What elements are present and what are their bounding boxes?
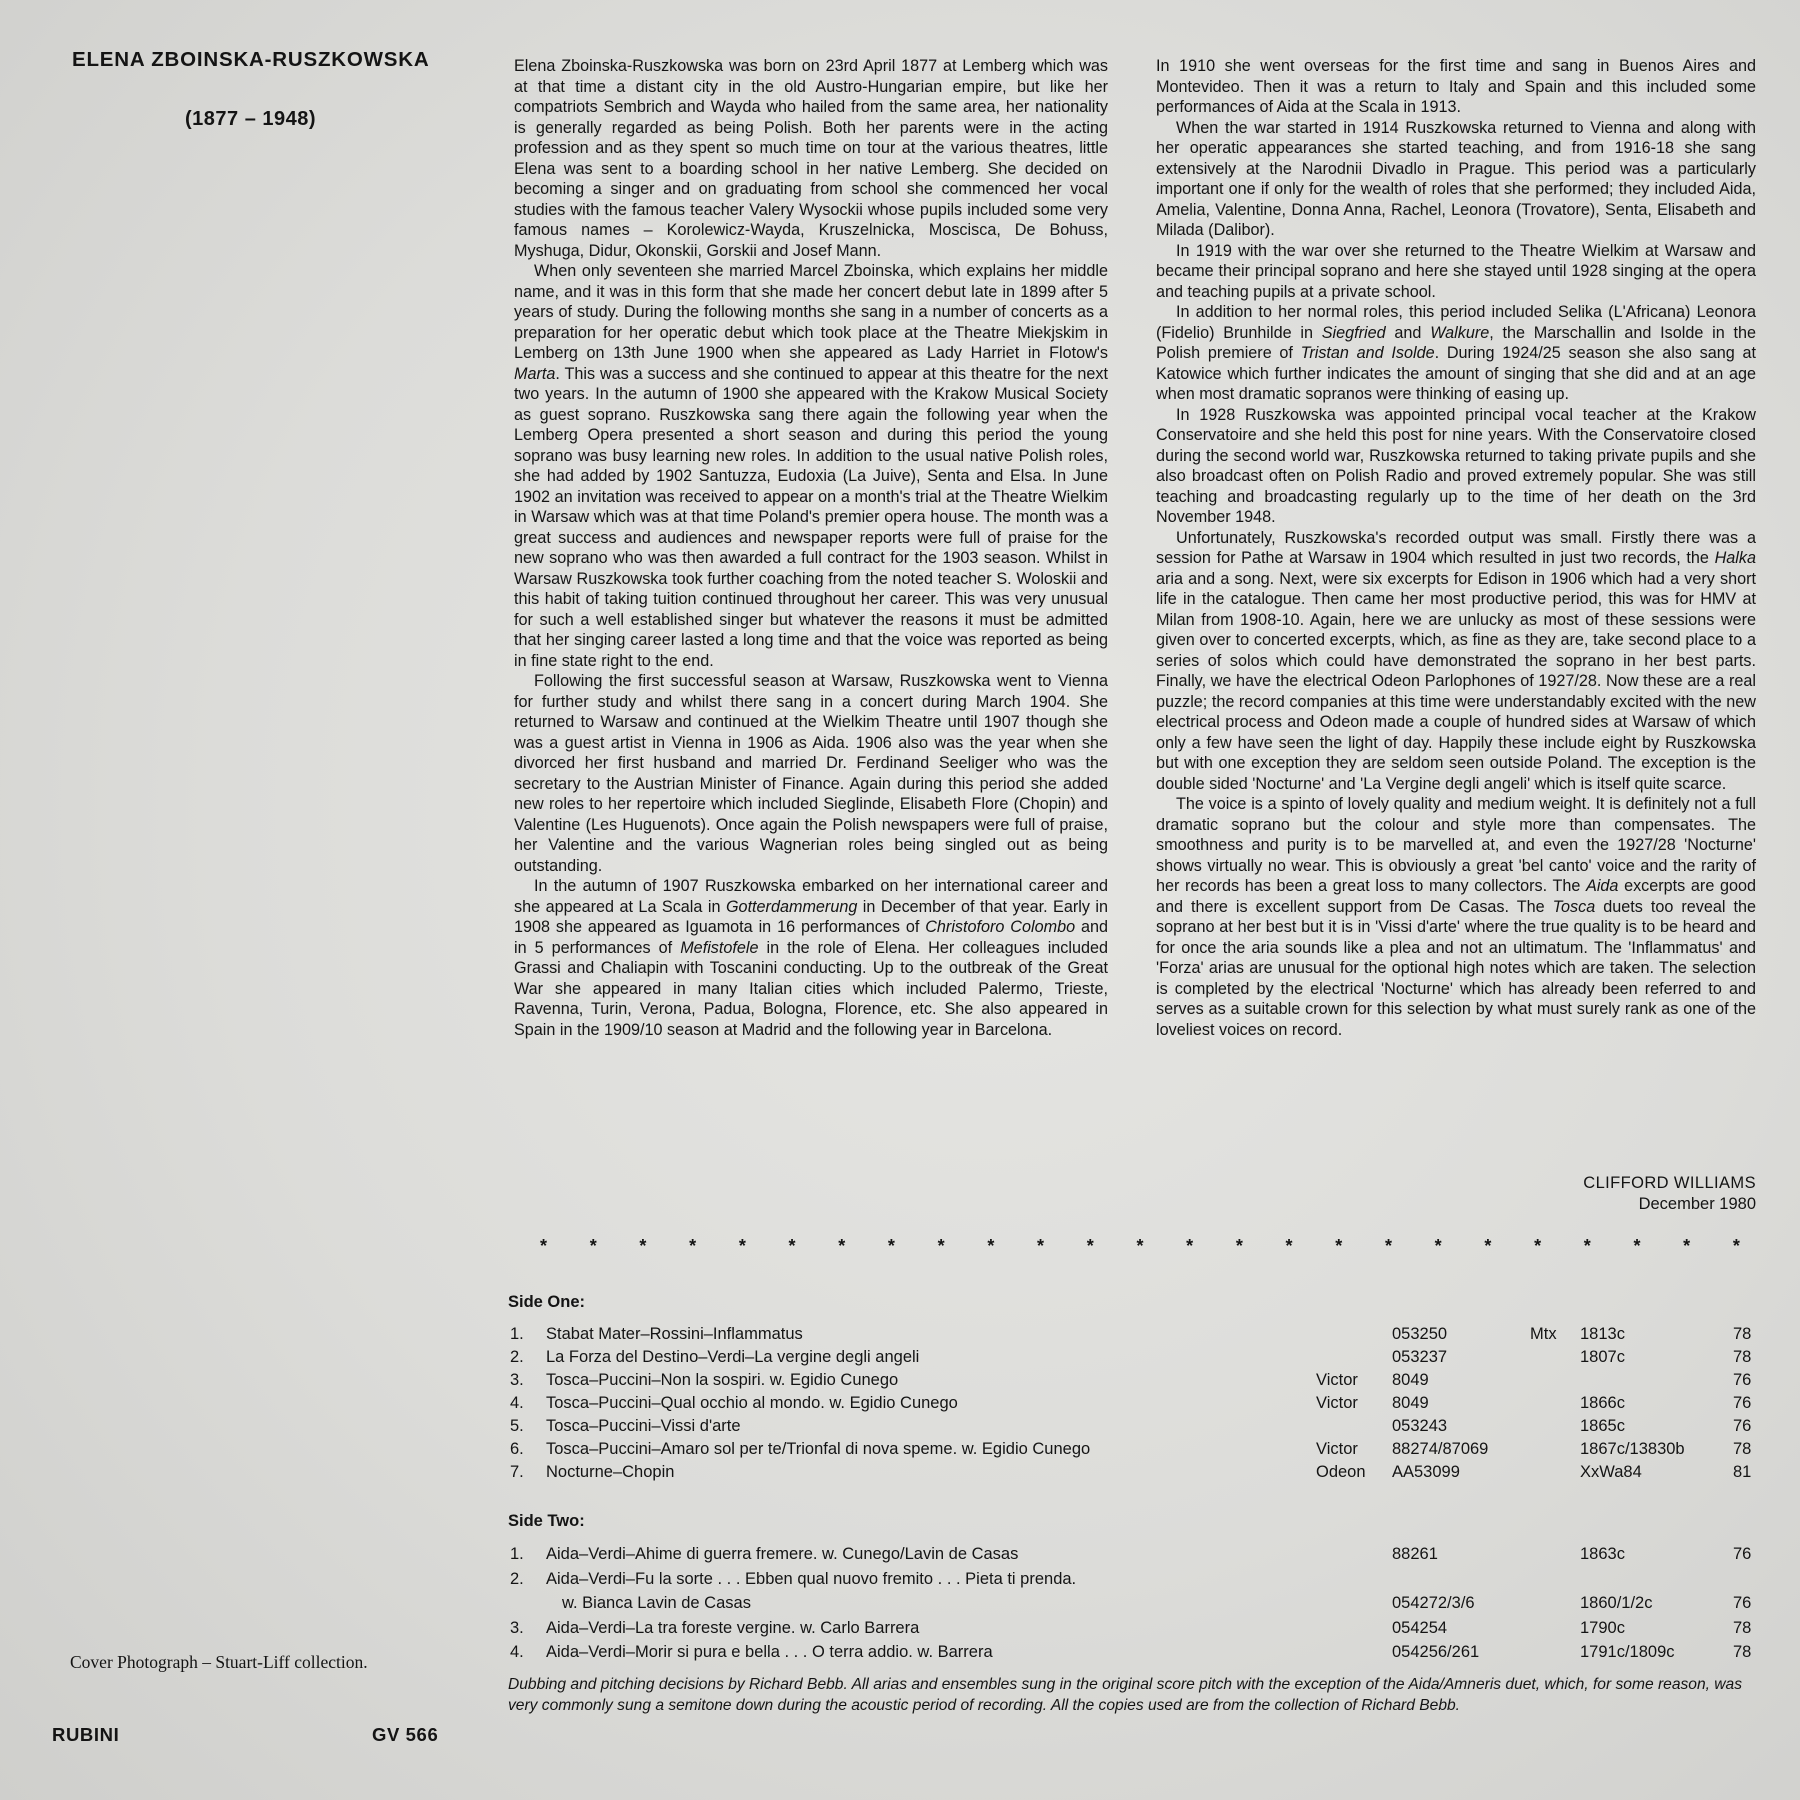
work-title: Tosca: [1552, 897, 1596, 916]
star-glyph: *: [1683, 1236, 1691, 1256]
track-row: [0, 1346, 1800, 1369]
track-row: [0, 1543, 1800, 1566]
matrix-prefix: Mtx: [1530, 1325, 1557, 1343]
star-glyph: *: [1086, 1236, 1094, 1256]
track-title: Nocturne–Chopin: [546, 1463, 675, 1481]
track-row: [0, 1461, 1800, 1484]
track-row: [0, 1369, 1800, 1392]
side-two-heading: Side Two:: [508, 1512, 585, 1530]
matrix-no: 1863c: [1580, 1545, 1625, 1563]
track-title: Aida–Verdi–Fu la sorte . . . Ebben qual nuovo fremito . . . Pieta ti prenda.: [546, 1569, 1077, 1588]
star-glyph: *: [1732, 1236, 1740, 1256]
track-number: 2.: [510, 1348, 524, 1366]
text-run: and in 5 performances of: [514, 918, 1108, 957]
track-title: Stabat Mater–Rossini–Inflammatus: [546, 1325, 803, 1343]
text-run: aria and a song. Next, were six excerpts for Edison in 1906 which had a very short life in the catalogue. Then came her most productive period, this was for HMV at Milan from 1908-10. Again, here we are unlucky as most of these sessions were given over to concerted excerpts, which, as fine as they are, take second place to a series of solos which could have demonstrated the soprano in her best parts. Finally, we have the electrical Odeon Parlophones of 1927/28. Now these are a real puzzle; the record companies at this time were understandably excited with the new electrical process and Odeon made a couple of hundred sides at Warsaw of which only a few have seen the light of day. Happily these include eight by Ruszkowska but with one exception they are seldom seen outside Poland. The exception is the double sided 'Nocturne' and 'La Vergine degli angeli' which is itself quite scarce.: [1156, 569, 1756, 793]
track-number: 4.: [510, 1394, 524, 1412]
track-title: Tosca–Puccini–Non la sospiri. w. Egidio Cunego: [546, 1371, 899, 1389]
matrix-no: 1866c: [1580, 1394, 1625, 1412]
paragraph: [514, 56, 1108, 261]
track-title: Tosca–Puccini–Amaro sol per te/Trionfal di nova speme. w. Egidio Cunego: [546, 1440, 1091, 1458]
record-label: RUBINI: [52, 1724, 120, 1745]
catalogue-no: 053237: [1392, 1348, 1448, 1366]
author-name: CLIFFORD WILLIAMS: [1583, 1174, 1756, 1192]
matrix-no: 1860/1/2c: [1580, 1593, 1653, 1612]
paragraph: [1156, 794, 1756, 1040]
star-glyph: *: [1434, 1236, 1442, 1256]
paragraph: [514, 876, 1108, 1040]
star-glyph: *: [1186, 1236, 1194, 1256]
catalogue-no: 88274/87069: [1392, 1440, 1489, 1458]
work-title: Walkure: [1430, 323, 1490, 342]
work-title: Siegfried: [1321, 323, 1386, 342]
biography-column-1: [514, 56, 1108, 1040]
star-glyph: *: [1583, 1236, 1591, 1256]
star-glyph: *: [1285, 1236, 1293, 1256]
star-glyph: *: [788, 1236, 796, 1256]
track-number: 6.: [510, 1440, 524, 1458]
record-company: Victor: [1316, 1394, 1358, 1412]
artist-name: ELENA ZBOINSKA-RUSZKOWSKA: [72, 48, 430, 71]
work-title: Halka: [1714, 549, 1756, 567]
text-run: In the autumn of 1907 Ruszkowska embarked on her international career and she appeared at La Scala in: [514, 877, 1108, 916]
paragraph: [1156, 56, 1756, 118]
track-number: 7.: [510, 1463, 524, 1481]
track-number: 3.: [510, 1618, 524, 1637]
work-title: Mefistofele: [680, 938, 759, 957]
paragraph: [514, 671, 1108, 876]
track-title: Aida–Verdi–Ahime di guerra fremere. w. Cunego/Lavin de Casas: [546, 1545, 1019, 1563]
track-title: Aida–Verdi–Morir si pura e bella . . . O terra addio. w. Barrera: [546, 1643, 993, 1661]
star-glyph: *: [1335, 1236, 1343, 1256]
star-glyph: *: [887, 1236, 895, 1256]
star-glyph: *: [1633, 1236, 1641, 1256]
catalogue-no: 054254: [1392, 1618, 1448, 1637]
text-run: , the Marschallin and Isolde in the Polish premiere of: [1156, 323, 1757, 362]
catalogue-no: 053250: [1392, 1325, 1448, 1343]
text-run: . This was a success and she continued to appear at this theatre for the next two years. In the autumn of 1900 she appeared with the Krakow Musical Society as guest soprano. Ruszkowska sang there again the following year when the Lemberg Opera presented a short season and during this period the young soprano was busy learning new roles. In addition to the usual native Polish roles, she had added by 1902 Santuzza, Eudoxia (La Juive), Senta and Elsa. In June 1902 an invitation was received to appear on a month's trial at the Theatre Wielkim in Warsaw which was at that time Poland's premier opera house. The month was a great success and audiences and newspaper reports were full of praise for the new soprano who was then awarded a full contract for the 1903 season. Whilst in Warsaw Ruszkowska took further coaching from the noted teacher S. Woloskii and this habit of taking tuition continued throughout her career. This was very unusual for such a well established singer but whatever the reasons it must be admitted that her singing career lasted a long time and that the voice was reported as being in fine state right to the end.: [514, 364, 1108, 670]
matrix-no: 1865c: [1580, 1417, 1625, 1435]
star-glyph: *: [540, 1236, 548, 1256]
speed: 78: [1733, 1618, 1752, 1637]
star-glyph: *: [838, 1236, 846, 1256]
text-run: Unfortunately, Ruszkowska's recorded output was small. Firstly there was a session for Pathe at Warsaw in 1904 which resulted in just two records, the: [1156, 528, 1756, 567]
signature-block: [1400, 1173, 1756, 1214]
text-run: When only seventeen she married Marcel Zboinska, which explains her middle name, and it was in this form that she made her concert debut late in 1899 after 5 years of study. During the following months she sang in a number of concerts as a preparation for her operatic debut which took place at the Theatre Miekjskim in Lemberg on 13th June 1900 when she appeared as Lady Harriet in Flotow's: [514, 262, 1108, 362]
speed: 78: [1733, 1348, 1752, 1366]
text-run: in the role of Elena. Her colleagues included Grassi and Chaliapin with Toscanini conducting. Up to the outbreak of the Great War she appeared in many Italian cities which included Palermo, Trieste, Ravenna, Turin, Verona, Padua, Bologna, Florence, etc. She also appeared in Spain in the 1909/10 season at Madrid and the following year in Barcelona.: [514, 938, 1108, 1039]
work-title: Christoforo Colombo: [925, 918, 1076, 936]
star-glyph: *: [1484, 1236, 1492, 1256]
catalogue-number: GV 566: [372, 1724, 439, 1745]
track-number: 4.: [510, 1643, 524, 1661]
matrix-no: 1791c/1809c: [1580, 1643, 1675, 1661]
track-number: 1.: [510, 1545, 524, 1563]
track-title: La Forza del Destino–Verdi–La vergine degli angeli: [546, 1348, 920, 1366]
catalogue-no: 054256/261: [1392, 1643, 1480, 1661]
work-title: Aida: [1586, 877, 1619, 895]
speed: 81: [1733, 1463, 1752, 1481]
matrix-no: XxWa84: [1580, 1463, 1642, 1481]
star-glyph: *: [639, 1236, 647, 1256]
track-row: [0, 1438, 1800, 1461]
text-run: In addition to her normal roles, this period included Selika (L'Africana) Leonora (Fidelio) Brunhilde in: [1156, 303, 1756, 342]
speed: 78: [1733, 1325, 1752, 1343]
speed: 78: [1733, 1643, 1752, 1661]
track-number: 2.: [510, 1569, 524, 1588]
speed: 76: [1733, 1394, 1752, 1412]
speed: 78: [1733, 1440, 1752, 1458]
artist-dates: (1877 – 1948): [185, 108, 317, 130]
catalogue-no: 8049: [1392, 1371, 1429, 1389]
star-glyph: *: [987, 1236, 995, 1256]
text-run: and: [1385, 323, 1431, 342]
catalogue-no: 054272/3/6: [1392, 1593, 1475, 1612]
speed: 76: [1733, 1593, 1752, 1612]
text-run: The voice is a spinto of lovely quality and medium weight. It is definitely not a full dramatic soprano but the colour and style more than compensates. The smoothness and purity is to be marvelled at, and even the 1927/28 'Nocturne' shows virtually no wear. This is obviously a great 'bel canto' voice and the rarity of her records has been a great loss to many collectors. The: [1156, 795, 1756, 895]
speed: 76: [1733, 1545, 1752, 1563]
cover-photo-credit: Cover Photograph – Stuart-Liff collection.: [70, 1652, 368, 1672]
catalogue-no: 053243: [1392, 1417, 1448, 1435]
record-company: Victor: [1316, 1440, 1358, 1458]
track-row: [0, 1392, 1800, 1415]
catalogue-no: 88261: [1392, 1545, 1438, 1563]
text-run: In 1910 she went overseas for the first time and sang in Buenos Aires and Montevideo. Then it was a return to Italy and Spain and this included some performances of Aida at the Scala in 1913.: [1156, 57, 1756, 116]
text-run: In 1928 Ruszkowska was appointed principal vocal teacher at the Krakow Conservatoire and she held this post for nine years. With the Conservatoire closed during the second world war, Ruszkowska returned to taking private pupils and she also broadcast often on Polish Radio and proved extremely popular. She was still teaching and broadcasting regularly up to the time of her death on the 3rd November 1948.: [1156, 405, 1756, 526]
paragraph: [1156, 302, 1756, 405]
speed: 76: [1733, 1371, 1752, 1389]
paragraph: [1156, 528, 1756, 795]
paragraph: [1156, 241, 1756, 303]
star-glyph: *: [1235, 1236, 1243, 1256]
paragraph: [1156, 118, 1756, 241]
track-row-continued: [0, 1592, 1800, 1615]
track-number: 1.: [510, 1325, 524, 1343]
text-run: Elena Zboinska-Ruszkowska was born on 23rd April 1877 at Lemberg which was at that time a distant city in the old Austro-Hungarian empire, but like her compatriots Sembrich and Wayda who hailed from the same area, her nationality is generally regarded as being Polish. Both her parents were in the acting profession and as they spent so much time on tour at the various theatres, little Elena was sent to a boarding school in her native Lemberg. She decided on becoming a singer and on graduating from school she commenced her vocal studies with the famous teacher Valery Wysockii whose pupils included some very famous names – Korolewicz-Wayda, Kruszelnicka, Moscisca, De Bohuss, Myshuga, Didur, Okonskii, Gorskii and Josef Mann.: [514, 57, 1108, 260]
matrix-no: 1813c: [1580, 1325, 1625, 1343]
track-row: [0, 1415, 1800, 1438]
paragraph: [1156, 405, 1756, 528]
star-glyph: *: [1384, 1236, 1392, 1256]
track-title: Aida–Verdi–La tra foreste vergine. w. Carlo Barrera: [546, 1618, 920, 1637]
record-company: Odeon: [1316, 1463, 1366, 1481]
recording-notes: Dubbing and pitching decisions by Richard Bebb. All arias and ensembles sung in the original score pitch with the exception of the Aida/Amneris duet, which, for some reason, was very commonly sung a semitone down during the acoustic period of recording. All the copies used are from the collection of Richard Bebb.: [508, 1676, 1743, 1714]
biography-column-2: [1156, 56, 1756, 1040]
work-title: Marta: [514, 364, 556, 383]
matrix-no: 1807c: [1580, 1348, 1625, 1366]
track-row: [0, 1323, 1800, 1346]
text-run: . During 1924/25 season she also sang at Katowice which further indicates the amount of singing that she did and at an age when most dramatic sopranos were thinking of easing up.: [1156, 344, 1756, 403]
text-run: Following the first successful season at Warsaw, Ruszkowska went to Vienna for further study and whilst there sang in a concert during March 1904. She returned to Warsaw and continued at the Wielkim Theatre until 1907 though she was a guest artist in Vienna in 1906 as Aida. 1906 also was the year when she divorced her first husband and married Dr. Ferdinand Seeliger who was the secretary to the Austrian Minister of Finance. Again during this period she added new roles to her repertoire which included Sieglinde, Elisabeth Flore (Chopin) and Valentine (Les Huguenots). Once again the Polish newspapers were full of praise, her Valentine and the various Wagnerian roles being singled out as being outstanding.: [514, 672, 1108, 875]
star-divider: [540, 1236, 1740, 1257]
text-run: In 1919 with the war over she returned to the Theatre Wielkim at Warsaw and became their principal soprano and here she stayed until 1928 singing at the opera and teaching pupils at a private school.: [1156, 241, 1756, 301]
text-run: excerpts are good and there is excellent support from De Casas. The: [1156, 877, 1756, 916]
paragraph: [514, 261, 1108, 671]
text-run: duets too reveal the soprano at her best but it is in 'Vissi d'arte' where the true quality is to be heard and for once the aria sounds like a plea and not an ultimatum. The 'Inflammatus' and 'Forza' arias are unusual for the optional high notes which are taken. The selection is completed by the electrical 'Nocturne' which has already been referred to and serves as a suitable crown for this selection by what must surely rank as one of the loveliest voices on record.: [1156, 897, 1756, 1039]
side-one-heading: Side One:: [508, 1293, 586, 1311]
track-number: 5.: [510, 1417, 524, 1435]
text-run: in December of that year. Early in 1908 she appeared as Iguamota in 16 performances of: [514, 897, 1109, 936]
matrix-no: 1790c: [1580, 1618, 1625, 1637]
catalogue-no: 8049: [1392, 1394, 1429, 1412]
track-title-continued: w. Bianca Lavin de Casas: [562, 1593, 751, 1612]
record-company: Victor: [1316, 1371, 1358, 1389]
star-glyph: *: [689, 1236, 697, 1256]
author-date: December 1980: [1638, 1194, 1756, 1213]
work-title: Tristan and Isolde: [1300, 344, 1435, 362]
star-glyph: *: [1534, 1236, 1542, 1256]
matrix-no: 1867c/13830b: [1580, 1440, 1685, 1458]
track-row: [0, 1568, 1800, 1591]
star-glyph: *: [937, 1236, 945, 1256]
track-title: Tosca–Puccini–Vissi d'arte: [546, 1417, 741, 1435]
star-glyph: *: [1037, 1236, 1045, 1256]
catalogue-no: AA53099: [1392, 1463, 1460, 1481]
star-glyph: *: [738, 1236, 746, 1256]
star-glyph: *: [1136, 1236, 1144, 1256]
track-row: [0, 1617, 1800, 1640]
speed: 76: [1733, 1417, 1752, 1435]
work-title: Gotterdammerung: [725, 897, 858, 916]
track-title: Tosca–Puccini–Qual occhio al mondo. w. Egidio Cunego: [546, 1394, 958, 1412]
star-glyph: *: [589, 1236, 597, 1256]
text-run: When the war started in 1914 Ruszkowska returned to Vienna and along with her operatic appearances she started teaching, and from 1916-18 she sang extensively at the Narodnii Divadlo in Prague. This period was a particularly important one if only for the wealth of roles that she performed; they included Aida, Amelia, Valentine, Donna Anna, Rachel, Leonora (Trovatore), Senta, Elisabeth and Milada (Dalibor).: [1156, 118, 1756, 239]
track-number: 3.: [510, 1371, 524, 1389]
